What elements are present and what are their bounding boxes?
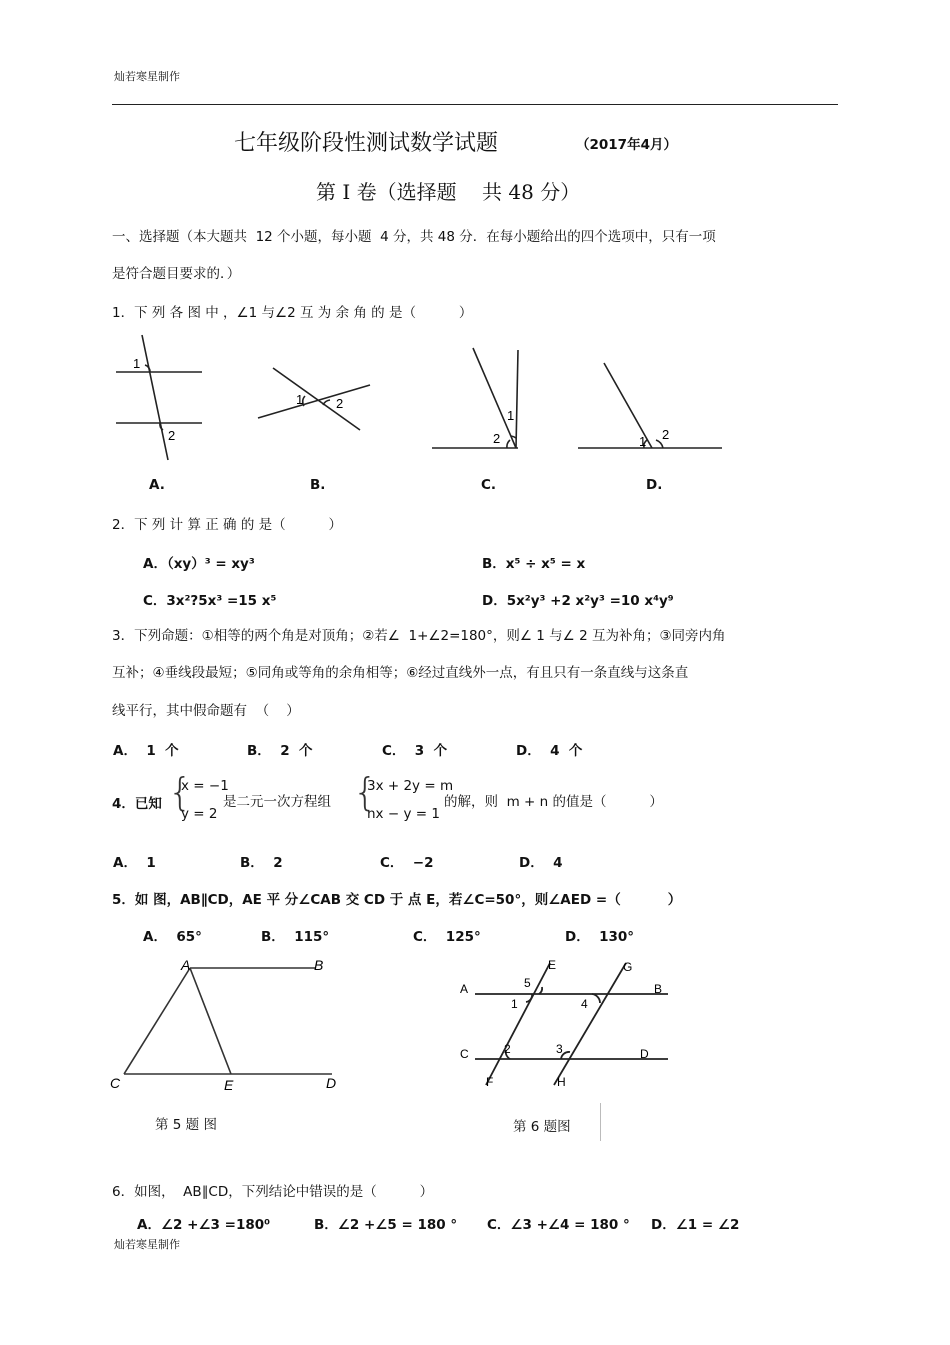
q1-stem: 1．下 列 各 图 中 ，∠1 与∠2 互 为 余 角 的 是（ ）	[112, 305, 473, 321]
q5-label-d: D	[326, 1075, 337, 1091]
q2-option-b: B．x⁵ ÷ x⁵ = x	[482, 556, 586, 572]
q4-brace-1: {	[168, 770, 193, 814]
q4-system2-bottom: nx − y = 1	[367, 806, 440, 822]
q6-option-b: B．∠2 +∠5 = 180 °	[314, 1217, 458, 1233]
q1-figures	[0, 330, 950, 480]
q4-system1-top: x = −1	[181, 778, 229, 794]
q1-option-d: D.	[646, 477, 663, 493]
q5-figure	[100, 950, 360, 1095]
q3-line1: 3．下列命题：①相等的两个角是对顶角；②若∠ 1+∠2=180°，则∠ 1 与∠ 2 互为补角；③同旁内角	[112, 628, 726, 644]
q1-d-angle2-label: 2	[662, 427, 670, 442]
q1-d-angle1-label: 1	[639, 434, 647, 449]
q6-label-g: G	[623, 960, 633, 974]
q6-option-c: C．∠3 +∠4 = 180 °	[487, 1217, 630, 1233]
q5-option-a: A． 65°	[143, 929, 202, 945]
q4-prefix: 4．已知	[112, 796, 162, 812]
q2-option-c: C．3x²?5x³ =15 x⁵	[143, 593, 277, 609]
exam-title: 七年级阶段性测试数学试题	[234, 131, 499, 156]
q1-figure-d	[578, 363, 722, 448]
q1-c-angle2-label: 2	[493, 431, 501, 446]
q5-label-a: A	[181, 957, 191, 973]
footer-maker: 灿若寒星制作	[114, 1238, 180, 1251]
q4-brace-2: {	[353, 770, 378, 814]
q5-label-c: C	[110, 1075, 121, 1091]
q1-figure-b	[258, 368, 370, 430]
q6-label-a: A	[460, 982, 469, 996]
q3-line2: 互补；④垂线段最短；⑤同角或等角的余角相等；⑥经过直线外一点，有且只有一条直线与这条直	[112, 665, 689, 681]
q6-label-1: 1	[511, 997, 518, 1011]
q1-a-angle2-label: 2	[168, 428, 176, 443]
q4-system2-top: 3x + 2y = m	[367, 778, 454, 794]
q6-label-5: 5	[524, 976, 531, 990]
section-instruction-line2: 是符合题目要求的．）	[112, 266, 241, 282]
q1-option-b: B.	[310, 477, 326, 493]
q6-label-b: B	[654, 982, 663, 996]
q6-label-4: 4	[581, 997, 588, 1011]
q1-option-a: A.	[149, 477, 165, 493]
q3-option-a: A． 1 个	[113, 743, 179, 759]
q6-label-h: H	[557, 1075, 566, 1089]
q4-option-d: D． 4	[519, 855, 563, 871]
q5-option-b: B． 115°	[261, 929, 330, 945]
section-instruction-line1: 一、选择题（本大题共 12 个小题，每小题 4 分，共 48 分．在每小题给出的四个选项中，只有一项	[112, 229, 716, 245]
q6-label-c: C	[460, 1047, 469, 1061]
q6-label-d: D	[640, 1047, 649, 1061]
q5-figure-caption: 第 5 题 图	[155, 1117, 217, 1133]
q6-figure	[450, 955, 680, 1095]
q6-label-2: 2	[504, 1042, 511, 1056]
figure-divider	[600, 1103, 601, 1141]
q1-b-angle1-label: 1	[296, 392, 304, 407]
q1-b-angle2-label: 2	[336, 396, 344, 411]
q5-option-c: C． 125°	[413, 929, 481, 945]
section-title: 第 I 卷（选择题 共 48 分）	[316, 180, 581, 204]
q5-label-b: B	[314, 957, 324, 973]
q2-stem: 2．下 列 计 算 正 确 的 是（ ）	[112, 517, 343, 533]
q4-option-c: C． −2	[380, 855, 434, 871]
q4-system1-bottom: y = 2	[181, 806, 218, 822]
q3-option-b: B． 2 个	[247, 743, 313, 759]
q1-figure-a	[116, 335, 202, 460]
q3-option-d: D． 4 个	[516, 743, 583, 759]
q1-option-c: C.	[481, 477, 497, 493]
q6-option-a: A．∠2 +∠3 =180⁰	[137, 1217, 271, 1233]
q6-stem: 6．如图， AB∥CD，下列结论中错误的是（ ）	[112, 1184, 434, 1200]
q4-option-b: B． 2	[240, 855, 283, 871]
q4-option-a: A． 1	[113, 855, 156, 871]
q4-suffix: 的解，则 m + n 的值是（ ）	[444, 794, 663, 810]
q5-label-e: E	[224, 1077, 234, 1093]
q1-a-angle1-label: 1	[133, 356, 141, 371]
q3-option-c: C． 3 个	[382, 743, 448, 759]
q6-label-3: 3	[556, 1042, 563, 1056]
q5-option-d: D． 130°	[565, 929, 635, 945]
header-maker: 灿若寒星制作	[114, 70, 180, 83]
header-rule	[112, 104, 838, 105]
q6-label-e: E	[548, 958, 557, 972]
q6-label-f: F	[486, 1075, 494, 1089]
q1-c-angle1-label: 1	[507, 408, 515, 423]
q6-option-d: D．∠1 = ∠2	[651, 1217, 740, 1233]
q2-option-d: D．5x²y³ +2 x²y³ =10 x⁴y⁹	[482, 593, 674, 609]
q4-middle-text: 是二元一次方程组	[223, 794, 331, 810]
q3-line3: 线平行，其中假命题有 （ ）	[112, 703, 300, 719]
q6-figure-caption: 第 6 题图	[513, 1119, 571, 1135]
q1-figure-c	[432, 348, 518, 448]
q2-option-a: A．（xy）³ = xy³	[143, 556, 255, 572]
q5-stem: 5．如 图，AB∥CD，AE 平 分∠CAB 交 CD 于 点 E，若∠C=50°，则∠AED =（ ）	[112, 892, 682, 908]
exam-date: （2017年4月）	[576, 137, 677, 153]
